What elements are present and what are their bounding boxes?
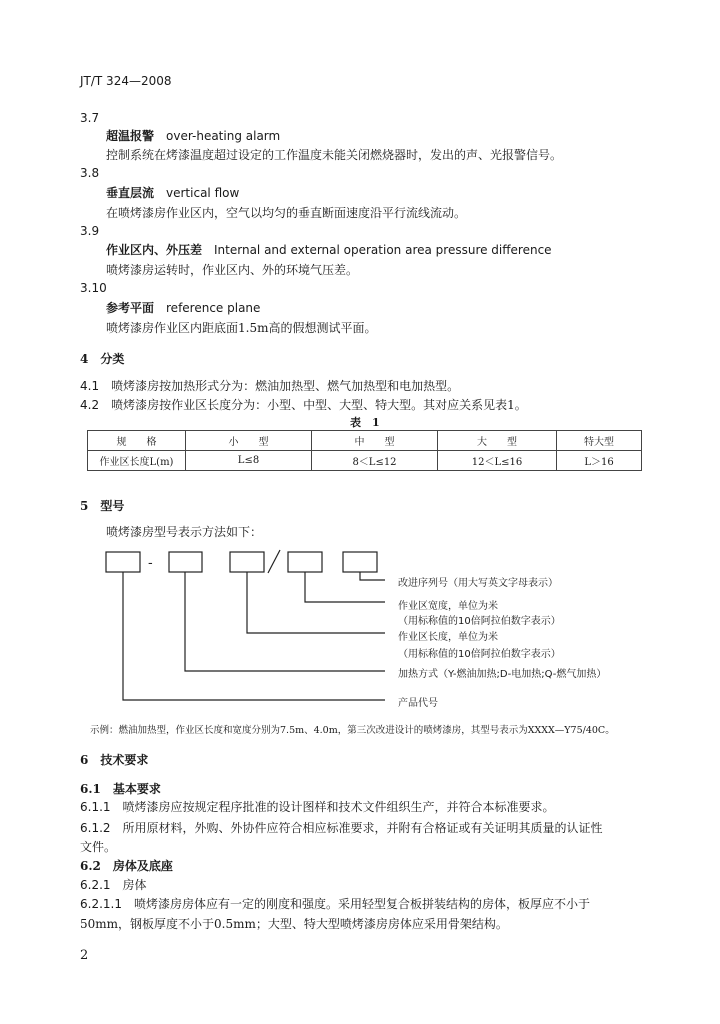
- classification-table: [87, 430, 642, 471]
- term-entry: [106, 184, 239, 201]
- clause-number: 6.1.1: [80, 800, 111, 814]
- table-cell: L≤8: [186, 451, 312, 471]
- term-chinese: 垂直层流: [106, 186, 155, 200]
- leader-line: [305, 572, 385, 602]
- table-caption: 表 1: [350, 416, 380, 429]
- section-number: 4: [80, 352, 89, 366]
- leader-line: [360, 572, 385, 580]
- dash-separator: -: [148, 556, 153, 571]
- standard-code: JT/T 324—2008: [80, 74, 172, 88]
- clause-text: 喷烤漆房按加热形式分为：燃油加热型、燃气加热型和电加热型。: [111, 379, 460, 393]
- table-cell: 作业区长度L(m): [88, 451, 186, 471]
- section-number: 3.8: [80, 166, 100, 180]
- section-number: 6.1: [80, 782, 101, 796]
- section-number: 3.10: [80, 281, 107, 295]
- code-box-product: [106, 552, 140, 572]
- table-header-cell: 规 格: [88, 431, 186, 451]
- clause-continuation: 文件。: [80, 840, 117, 854]
- clause: [80, 798, 555, 815]
- clause-number: 6.2.1.1: [80, 897, 122, 911]
- clause-continuation: 50mm，钢板厚度不小于0.5mm；大型、特大型喷烤漆房房体应采用骨架结构。: [80, 917, 508, 931]
- clause-number: 4.1: [80, 379, 100, 393]
- section-title: 型号: [100, 499, 125, 513]
- model-example: 示例：燃油加热型，作业区长度和宽度分别为7.5m、4.0m，第三次改进设计的喷烤漆房，其型号表示为XXXX—Y75/40C。: [90, 725, 615, 736]
- section-number: 6.2: [80, 859, 101, 873]
- term-english: vertical flow: [166, 186, 240, 200]
- diagram-label-length: 作业区长度，单位为米: [398, 632, 498, 643]
- diagram-label-width: 作业区宽度，单位为米: [398, 601, 498, 612]
- section-number: 3.9: [80, 224, 100, 238]
- diagram-label-width-note: （用标称值的10倍阿拉伯数字表示）: [398, 616, 561, 627]
- subsection-heading: [80, 780, 161, 797]
- term-definition: 喷烤漆房运转时，作业区内、外的环境气压差。: [106, 263, 359, 277]
- section-heading: [80, 751, 148, 768]
- section-title: 分类: [100, 352, 125, 366]
- term-english: reference plane: [166, 301, 261, 315]
- term-english: Internal and external operation area pressure difference: [214, 243, 552, 257]
- page-number: 2: [80, 948, 89, 963]
- term-chinese: 作业区内、外压差: [106, 243, 203, 257]
- clause-text: 喷烤漆房应按规定程序批准的设计图样和技术文件组织生产，并符合本标准要求。: [122, 800, 555, 814]
- table-header-cell: 中 型: [312, 431, 438, 451]
- section-heading: [80, 497, 124, 514]
- table-row: [88, 451, 642, 471]
- clause-text: 喷烤漆房房体应有一定的刚度和强度。采用轻型复合板拼装结构的房体，板厚应不小于: [133, 897, 590, 911]
- term-entry: [106, 241, 552, 258]
- leader-line: [123, 572, 385, 700]
- term-definition: 控制系统在烤漆温度超过设定的工作温度未能关闭燃烧器时，发出的声、光报警信号。: [106, 148, 563, 162]
- section-number: 5: [80, 499, 89, 513]
- term-definition: 喷烤漆房作业区内距底面1.5m高的假想测试平面。: [106, 321, 377, 335]
- term-entry: [106, 127, 280, 144]
- leader-line: [185, 572, 385, 671]
- clause-number: 6.1.2: [80, 821, 111, 835]
- code-box-width: [288, 552, 322, 572]
- term-definition: 在喷烤漆房作业区内，空气以均匀的垂直断面速度沿平行流线流动。: [106, 206, 467, 220]
- term-entry: [106, 299, 260, 316]
- table-cell: 8＜L≤12: [312, 451, 438, 471]
- table-cell: L＞16: [557, 451, 642, 471]
- section-number: 3.7: [80, 111, 100, 125]
- table-header-cell: 小 型: [186, 431, 312, 451]
- diagram-label-revision: 改进序列号（用大写英文字母表示）: [398, 578, 558, 589]
- code-box-heating: [169, 552, 202, 572]
- model-code-diagram: [100, 545, 660, 710]
- clause-number: 4.2: [80, 398, 100, 412]
- section-intro: 喷烤漆房型号表示方法如下：: [106, 525, 263, 539]
- table-header-cell: 大 型: [438, 431, 557, 451]
- section-number: 6: [80, 753, 89, 767]
- section-title: 房体及底座: [112, 859, 173, 873]
- clause: [80, 377, 459, 394]
- section-title: 基本要求: [112, 782, 161, 796]
- term-chinese: 超温报警: [106, 129, 155, 143]
- slash: [268, 550, 280, 573]
- clause: [80, 819, 603, 836]
- diagram-label-product: 产品代号: [398, 698, 438, 709]
- clause-number: 6.2.1: [80, 878, 111, 892]
- table-cell: 12＜L≤16: [438, 451, 557, 471]
- section-title: 技术要求: [100, 753, 149, 767]
- clause: [80, 396, 527, 413]
- subsection-heading: [80, 857, 173, 874]
- clause: [80, 876, 147, 893]
- diagram-label-length-note: （用标称值的10倍阿拉伯数字表示）: [398, 649, 561, 660]
- clause: [80, 895, 590, 912]
- code-box-length: [230, 552, 264, 572]
- table-header-cell: 特大型: [557, 431, 642, 451]
- clause-text: 喷烤漆房按作业区长度分为：小型、中型、大型、特大型。其对应关系见表1。: [111, 398, 527, 412]
- clause-text: 房体: [122, 878, 147, 892]
- term-chinese: 参考平面: [106, 301, 155, 315]
- diagram-label-heating: 加热方式（Y-燃油加热;D-电加热;Q-燃气加热）: [398, 669, 607, 680]
- table-header-row: [88, 431, 642, 451]
- section-heading: [80, 350, 124, 367]
- term-english: over-heating alarm: [166, 129, 281, 143]
- code-box-revision: [343, 552, 377, 572]
- clause-text: 所用原材料，外购、外协件应符合相应标准要求，并附有合格证或有关证明其质量的认证性: [122, 821, 603, 835]
